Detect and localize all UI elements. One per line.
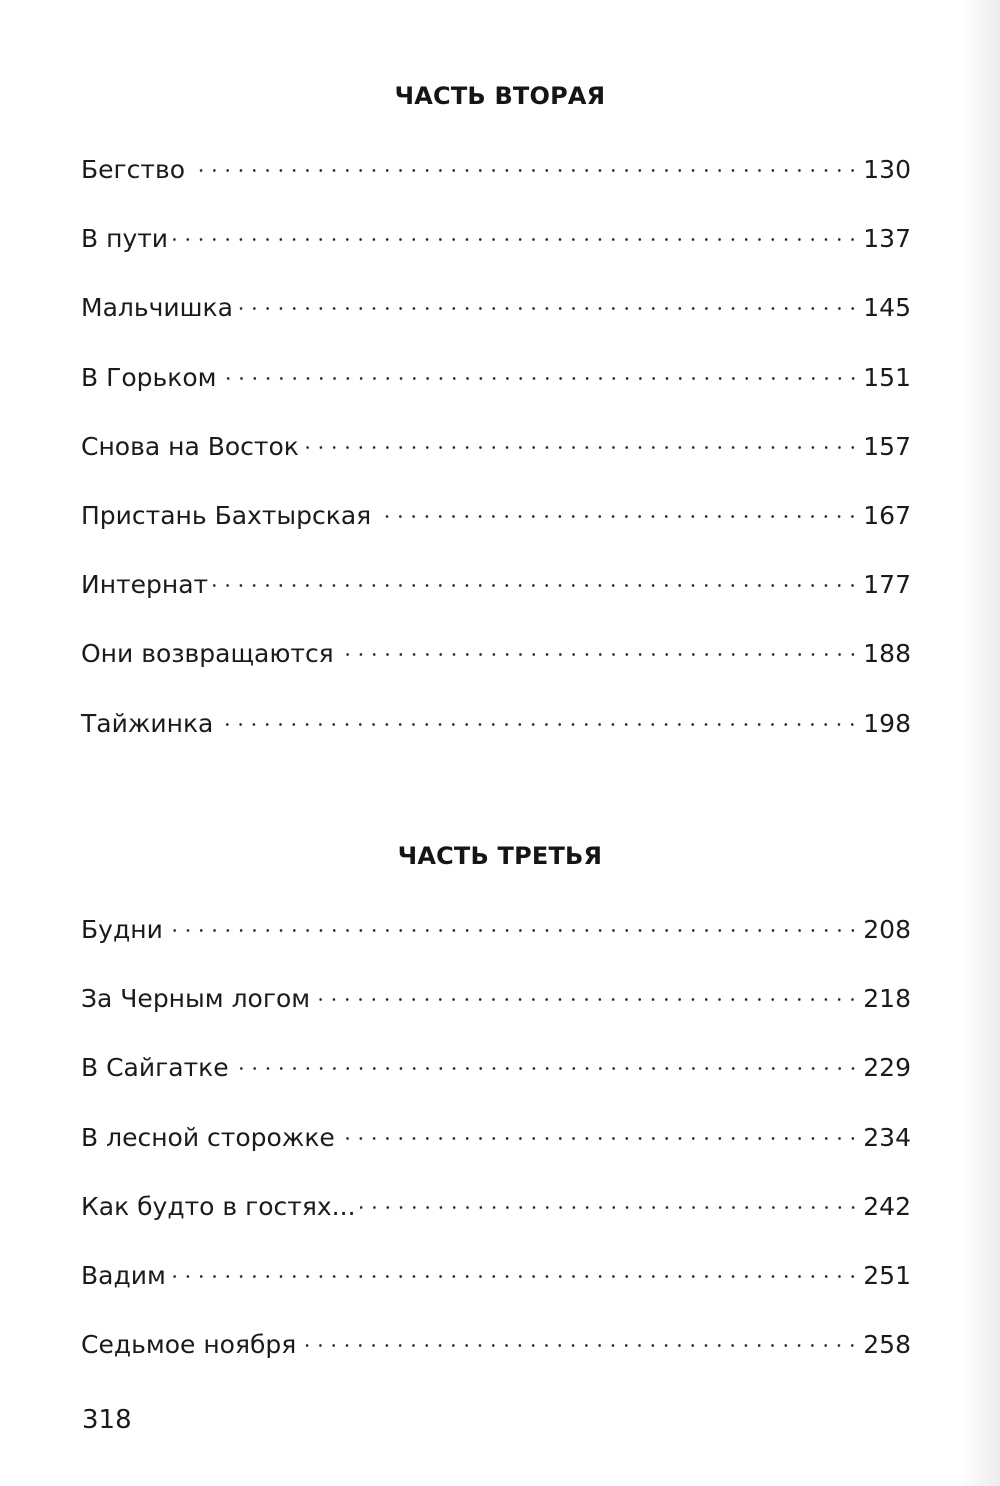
dot-leader <box>221 356 860 386</box>
toc-entry-page: 208 <box>863 915 911 944</box>
part-two-toc <box>81 148 911 771</box>
toc-entry-page: 218 <box>863 984 911 1014</box>
toc-entry <box>81 1254 911 1323</box>
dot-leader <box>360 1185 860 1215</box>
toc-entry-label: Снова на Восток <box>81 431 299 461</box>
toc-entry-page: 229 <box>863 1053 911 1083</box>
toc-entry-page: 258 <box>863 1330 911 1360</box>
toc-entry <box>81 217 911 286</box>
dot-leader <box>189 148 859 178</box>
toc-entry <box>81 632 911 701</box>
toc-entry <box>81 356 911 425</box>
toc-entry-label: Они возвращаются <box>81 639 334 669</box>
dot-leader <box>338 632 860 662</box>
toc-entry <box>81 148 911 217</box>
toc-entry-page: 242 <box>863 1191 911 1221</box>
toc-entry <box>81 286 911 355</box>
toc-entry-label: Интернат <box>81 570 209 600</box>
toc-entry-label: В Горьком <box>81 362 217 392</box>
toc-entry-label: Вадим <box>81 1260 166 1290</box>
toc-entry-page: 157 <box>863 431 911 461</box>
toc-entry-label: В Сайгатке <box>81 1053 229 1083</box>
dot-leader <box>300 1323 859 1353</box>
part-three-toc <box>81 908 911 1392</box>
toc-entry <box>81 1046 911 1115</box>
dot-leader <box>217 702 859 732</box>
toc-entry <box>81 1116 911 1185</box>
toc-entry <box>81 1185 911 1254</box>
part-two-title: ЧАСТЬ ВТОРАЯ <box>394 82 606 110</box>
toc-entry-page: 137 <box>863 224 911 254</box>
toc-entry-label: Бегство <box>81 155 186 184</box>
dot-leader <box>375 494 859 524</box>
toc-entry <box>81 702 911 771</box>
toc-entry-page: 145 <box>863 293 911 323</box>
toc-entry <box>81 1323 911 1392</box>
toc-entry-label: За Черным логом <box>81 984 311 1014</box>
dot-leader <box>172 217 859 247</box>
toc-entry-label: Будни <box>81 915 163 944</box>
toc-entry <box>81 563 911 632</box>
toc-entry <box>81 908 911 977</box>
toc-entry-page: 167 <box>863 500 911 530</box>
toc-entry <box>81 425 911 494</box>
dot-leader <box>237 286 859 316</box>
dot-leader <box>303 425 859 455</box>
toc-entry <box>81 977 911 1046</box>
toc-entry-page: 130 <box>863 155 911 184</box>
toc-entry-page: 188 <box>863 639 911 669</box>
dot-leader <box>339 1116 859 1146</box>
toc-entry-label: Седьмое ноября <box>81 1330 297 1360</box>
toc-entry-page: 198 <box>863 708 911 738</box>
toc-entry-page: 234 <box>863 1122 911 1152</box>
toc-entry-label: Тайжинка <box>81 708 214 738</box>
dot-leader <box>167 908 859 938</box>
dot-leader <box>170 1254 859 1284</box>
toc-entry-label: Мальчишка <box>81 293 233 323</box>
part-three-title: ЧАСТЬ ТРЕТЬЯ <box>397 842 603 870</box>
toc-entry-page: 251 <box>863 1260 911 1290</box>
page-number: 318 <box>82 1405 132 1435</box>
toc-entry-label: В лесной сторожке <box>81 1122 335 1152</box>
toc-entry-page: 151 <box>863 362 911 392</box>
toc-entry <box>81 494 911 563</box>
toc-entry-page: 177 <box>863 570 911 600</box>
toc-entry-label: Как будто в гостях... <box>81 1191 356 1221</box>
toc-entry-label: Пристань Бахтырская <box>81 500 372 530</box>
toc-entry-label: В пути <box>81 224 169 254</box>
dot-leader <box>212 563 859 593</box>
dot-leader <box>233 1046 860 1076</box>
dot-leader <box>314 977 859 1007</box>
